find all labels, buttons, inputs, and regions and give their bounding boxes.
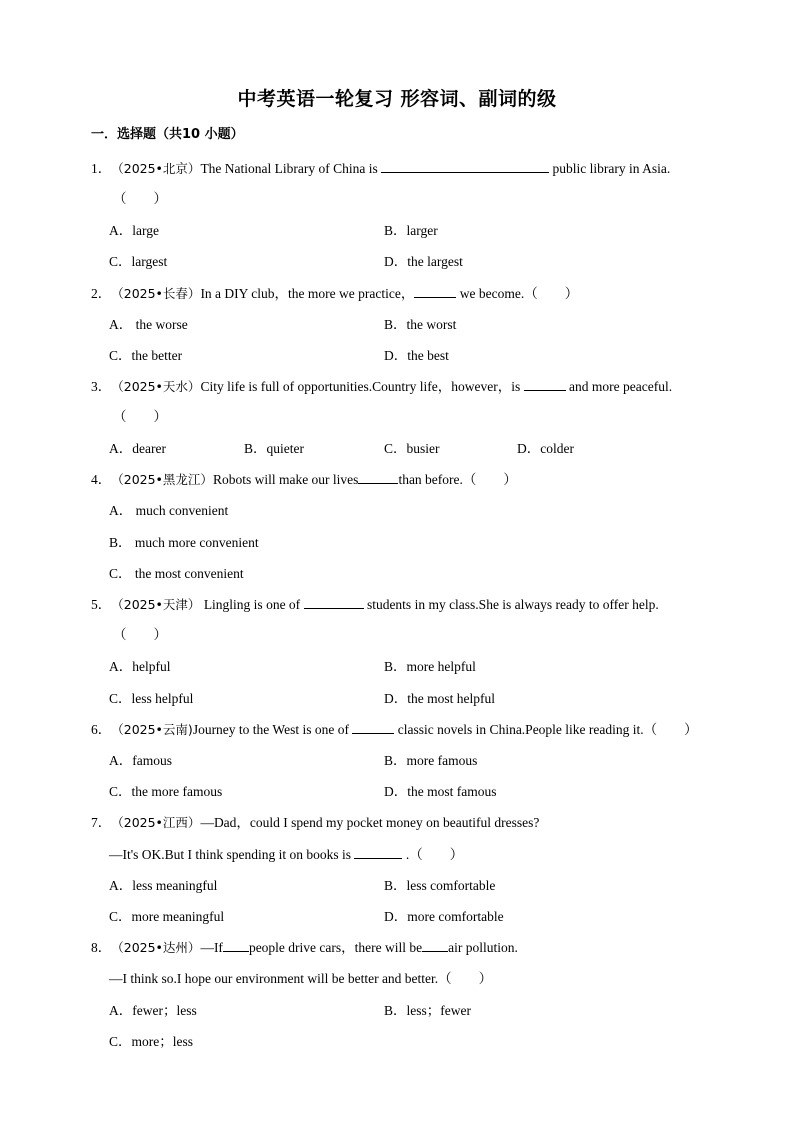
option-letter: B．: [384, 753, 407, 768]
answer-blank[interactable]: [422, 939, 448, 952]
option-text: more comfortable: [407, 909, 504, 924]
option-letter: C．: [109, 784, 132, 799]
option-a[interactable]: [109, 437, 166, 457]
option-letter: B．: [384, 223, 407, 238]
question-stem: —If: [200, 940, 223, 955]
question-1: [91, 157, 670, 177]
option-letter: B．: [109, 535, 132, 550]
answer-paren[interactable]: （ ）: [113, 191, 167, 206]
option-letter: B．: [244, 441, 267, 456]
option-a[interactable]: [109, 749, 172, 769]
question-stem-tail: and more peaceful.: [565, 379, 673, 394]
question-stem: —I think so.I hope our environment will be better and better.（ ）: [109, 971, 493, 986]
option-text: quieter: [266, 441, 304, 456]
option-letter: D．: [384, 348, 408, 363]
answer-paren[interactable]: （ ）: [113, 409, 167, 424]
answer-blank[interactable]: [354, 846, 402, 859]
option-c[interactable]: [384, 437, 440, 457]
question-stem-tail: students in my class.She is always ready to offer help.: [363, 597, 659, 612]
question-3: [91, 375, 672, 395]
option-letter: A．: [109, 1003, 133, 1018]
option-c[interactable]: [109, 344, 182, 364]
option-text: less helpful: [131, 691, 194, 706]
option-text: more helpful: [406, 659, 476, 674]
option-d[interactable]: [384, 687, 495, 707]
option-text: largest: [131, 254, 168, 269]
option-letter: D．: [384, 909, 408, 924]
option-b[interactable]: [109, 531, 259, 551]
answer-blank[interactable]: [304, 596, 364, 609]
option-d[interactable]: [384, 250, 463, 270]
option-b[interactable]: [244, 437, 304, 457]
option-a[interactable]: [109, 655, 171, 675]
option-text: less comfortable: [406, 878, 496, 893]
option-text: more；less: [131, 1034, 194, 1049]
option-letter: A．: [109, 223, 133, 238]
question-stem: The National Library of China is: [200, 161, 382, 176]
option-text: busier: [406, 441, 440, 456]
option-text: colder: [540, 441, 574, 456]
option-text: the best: [407, 348, 449, 363]
option-d[interactable]: [384, 780, 497, 800]
option-c[interactable]: [109, 250, 167, 270]
question-stem-tail: we become.（ ）: [456, 286, 579, 301]
question-number: 2．: [91, 286, 112, 301]
question-4: [91, 468, 517, 488]
answer-blank[interactable]: [381, 160, 549, 173]
option-text: the most helpful: [407, 691, 495, 706]
question-8: [91, 936, 518, 956]
question-stem-tail: classic novels in China.People like reading it.（ ）: [394, 722, 698, 737]
question-stem-tail: air pollution.: [448, 940, 518, 955]
page-title: 中考英语一轮复习 形容词、副词的级: [237, 88, 557, 110]
option-letter: B．: [384, 659, 407, 674]
question-source: （2025•长春）: [111, 286, 201, 301]
option-letter: A．: [109, 753, 133, 768]
option-text: the most convenient: [131, 566, 244, 581]
option-text: much more convenient: [131, 535, 259, 550]
option-letter: C．: [109, 1034, 132, 1049]
option-letter: A．: [109, 441, 133, 456]
option-text: more meaningful: [131, 909, 225, 924]
option-text: larger: [406, 223, 438, 238]
option-letter: B．: [384, 1003, 407, 1018]
question-stem: In a DIY club，the more we practice，: [200, 286, 415, 301]
option-text: the most famous: [407, 784, 497, 799]
question-number: 5．: [91, 597, 112, 612]
option-letter: D．: [517, 441, 541, 456]
option-text: helpful: [132, 659, 171, 674]
option-text: less；fewer: [406, 1003, 471, 1018]
option-c[interactable]: [109, 1030, 193, 1050]
question-source: （2025•云南): [111, 722, 193, 737]
option-c[interactable]: [109, 687, 193, 707]
question-number: 8．: [91, 940, 112, 955]
option-b[interactable]: [384, 655, 476, 675]
option-letter: B．: [384, 878, 407, 893]
question-number: 6．: [91, 722, 112, 737]
option-a[interactable]: [109, 499, 228, 519]
option-letter: B．: [384, 317, 407, 332]
option-letter: C．: [109, 566, 132, 581]
question-source: （2025•北京）: [111, 161, 201, 176]
option-c[interactable]: [109, 905, 224, 925]
option-text: dearer: [132, 441, 166, 456]
question-stem: —Dad，could I spend my pocket money on beautiful dresses?: [200, 815, 540, 830]
option-d[interactable]: [517, 437, 574, 457]
question-stem: Journey to the West is one of: [192, 722, 353, 737]
question-source: （2025•黑龙江）: [111, 472, 213, 487]
answer-paren[interactable]: （ ）: [113, 627, 167, 642]
option-b[interactable]: [384, 874, 495, 894]
option-letter: C．: [109, 691, 132, 706]
option-letter: D．: [384, 784, 408, 799]
option-text: less meaningful: [132, 878, 218, 893]
option-b[interactable]: [384, 219, 438, 239]
option-text: much convenient: [132, 503, 229, 518]
option-text: the worst: [406, 317, 457, 332]
option-text: more famous: [406, 753, 478, 768]
answer-blank[interactable]: [524, 378, 566, 391]
option-letter: C．: [109, 348, 132, 363]
question-number: 7．: [91, 815, 112, 830]
option-text: fewer；less: [132, 1003, 197, 1018]
question-stem-tail: .（ ）: [402, 847, 464, 862]
option-a[interactable]: [109, 999, 197, 1019]
option-letter: A．: [109, 878, 133, 893]
option-letter: D．: [384, 691, 408, 706]
answer-blank[interactable]: [358, 471, 398, 484]
question-number: 1．: [91, 161, 112, 176]
question-source: （2025•达州）: [111, 940, 201, 955]
option-letter: D．: [384, 254, 408, 269]
option-b[interactable]: [384, 313, 456, 333]
option-letter: A．: [109, 503, 133, 518]
option-letter: A．: [109, 659, 133, 674]
question-8-reply: [109, 967, 492, 987]
question-6: [91, 718, 698, 738]
question-source: （2025•江西）: [111, 815, 201, 830]
option-b[interactable]: [384, 999, 471, 1019]
option-c[interactable]: [109, 780, 222, 800]
question-stem: Robots will make our lives: [212, 472, 359, 487]
option-text: famous: [132, 753, 172, 768]
option-d[interactable]: [384, 344, 449, 364]
option-a[interactable]: [109, 219, 159, 239]
question-source: （2025•天津）: [111, 597, 201, 612]
option-letter: C．: [109, 909, 132, 924]
question-stem: City life is full of opportunities.Country life，however，is: [200, 379, 524, 394]
question-7: [91, 811, 539, 831]
option-text: the largest: [407, 254, 463, 269]
option-text: large: [132, 223, 159, 238]
option-c[interactable]: [109, 562, 244, 582]
question-2: [91, 282, 578, 302]
question-number: 3．: [91, 379, 112, 394]
question-5: [91, 593, 659, 613]
section-heading: 一．选择题（共10 小题）: [91, 127, 244, 142]
question-stem-tail: public library in Asia.: [549, 161, 671, 176]
question-stem: —It's OK.But I think spending it on books is: [109, 847, 355, 862]
option-letter: C．: [109, 254, 132, 269]
question-number: 4．: [91, 472, 112, 487]
option-text: the more famous: [131, 784, 223, 799]
option-text: the better: [131, 348, 183, 363]
option-d[interactable]: [384, 905, 504, 925]
answer-blank[interactable]: [223, 939, 249, 952]
option-a[interactable]: [109, 313, 188, 333]
answer-blank[interactable]: [352, 721, 394, 734]
question-stem-tail: than before.（ ）: [398, 472, 517, 487]
option-b[interactable]: [384, 749, 477, 769]
answer-blank[interactable]: [414, 285, 456, 298]
option-text: the worse: [132, 317, 188, 332]
question-stem-mid: people drive cars，there will be: [248, 940, 423, 955]
option-letter: C．: [384, 441, 407, 456]
question-stem: Lingling is one of: [200, 597, 304, 612]
question-source: （2025•天水）: [111, 379, 201, 394]
option-a[interactable]: [109, 874, 217, 894]
option-letter: A．: [109, 317, 133, 332]
question-7-reply: [109, 843, 463, 863]
